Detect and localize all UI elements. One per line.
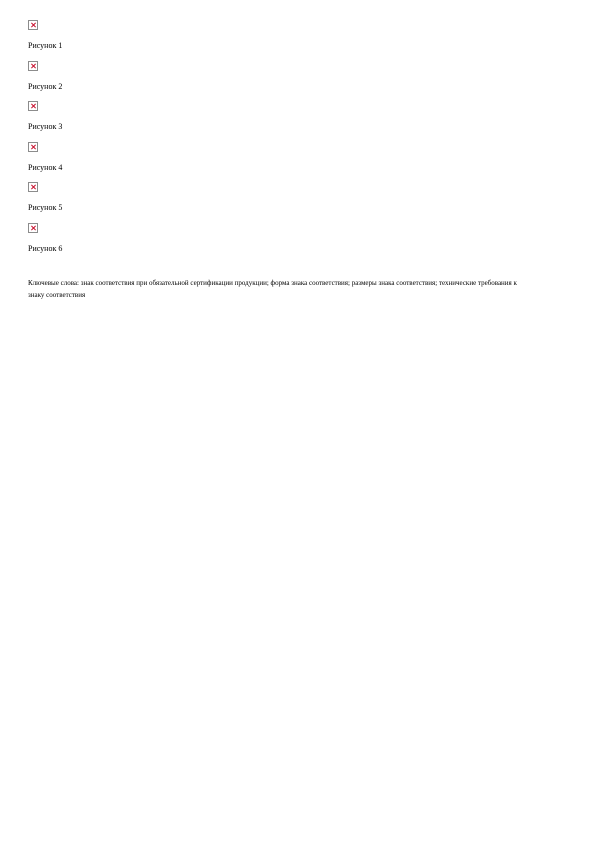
figure-caption: Рисунок 1 bbox=[28, 41, 63, 50]
figure-6 bbox=[28, 223, 63, 253]
broken-image-icon bbox=[28, 142, 38, 152]
figure-caption: Рисунок 3 bbox=[28, 122, 63, 131]
broken-image-icon bbox=[28, 101, 38, 111]
broken-image-icon bbox=[28, 223, 38, 233]
broken-image-icon bbox=[28, 20, 38, 30]
figure-caption: Рисунок 4 bbox=[28, 163, 63, 172]
figure-caption: Рисунок 2 bbox=[28, 82, 63, 91]
figure-1 bbox=[28, 20, 63, 50]
figure-caption: Рисунок 6 bbox=[28, 244, 63, 253]
broken-image-icon bbox=[28, 61, 38, 71]
keywords-paragraph: Ключевые слова: знак соответствия при обязательной сертификации продукции; форма знака соответствия; размеры знака соответствия; технические требования к знаку соответствия bbox=[28, 279, 517, 299]
figure-caption: Рисунок 5 bbox=[28, 203, 63, 212]
figure-3 bbox=[28, 101, 63, 131]
figure-5 bbox=[28, 182, 63, 212]
figure-4 bbox=[28, 142, 63, 172]
broken-image-icon bbox=[28, 182, 38, 192]
figure-2 bbox=[28, 61, 63, 91]
